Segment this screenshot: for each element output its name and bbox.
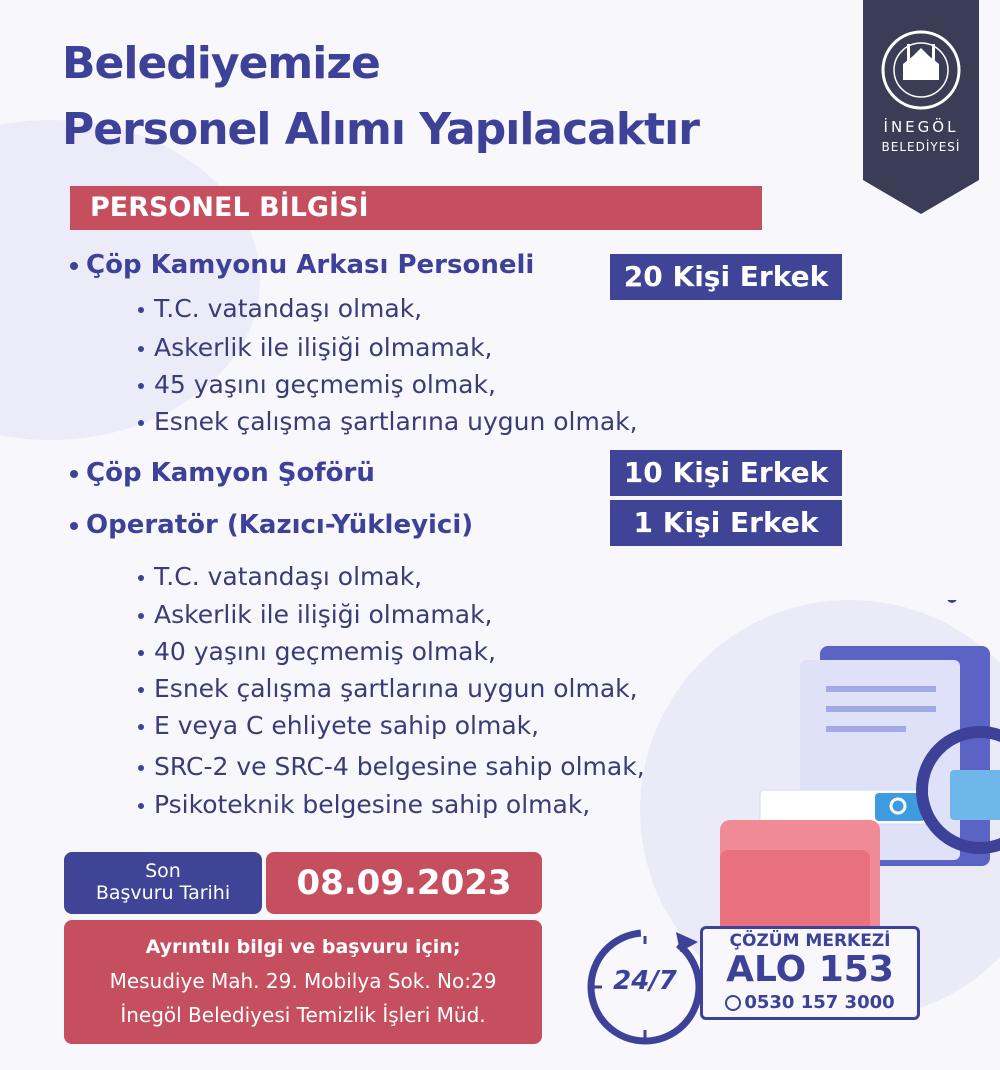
contact-department: İnegöl Belediyesi Temizlik İşleri Müd. — [120, 1003, 486, 1027]
hotline-badge: 24/7 — [613, 966, 677, 996]
quota-badge-1: 20 Kişi Erkek — [610, 254, 842, 300]
bullet-icon — [138, 613, 144, 619]
position-title: Çöp Kamyon Şoförü — [86, 458, 375, 488]
bullet-icon — [138, 687, 144, 693]
hotline-box — [700, 926, 920, 1020]
hotline-phone: 0530 157 3000 — [744, 992, 895, 1013]
requirement-item: SRC-2 ve SRC-4 belgesine sahip olmak, — [138, 752, 645, 781]
position-1 — [70, 250, 534, 280]
title-line-2: Personel Alımı Yapılacaktır — [62, 104, 699, 155]
contact-info — [64, 920, 542, 1044]
bullet-icon — [138, 765, 144, 771]
deadline-label-line2: Başvuru Tarihi — [95, 882, 231, 904]
bullet-icon — [138, 803, 144, 809]
requirement-item: Esnek çalışma şartlarına uygun olmak, — [138, 674, 638, 703]
whatsapp-icon — [725, 995, 741, 1011]
requirement-item: E veya C ehliyete sahip olmak, — [138, 711, 539, 740]
logo-name: İNEGÖL — [883, 118, 959, 136]
contact-address: Mesudiye Mah. 29. Mobilya Sok. No:29 — [109, 969, 497, 993]
requirement-item: Esnek çalışma şartlarına uygun olmak, — [138, 407, 638, 436]
bullet-icon — [138, 724, 144, 730]
deadline-label — [64, 852, 262, 914]
hotline-label: ÇÖZÜM MERKEZİ — [729, 931, 891, 951]
position-title: Operatör (Kazıcı-Yükleyici) — [86, 510, 474, 540]
bullet-icon — [138, 346, 144, 352]
bullet-icon — [70, 522, 78, 530]
hotline-phone-row — [703, 992, 917, 1013]
quota-badge-3: 1 Kişi Erkek — [610, 500, 842, 546]
hotline-number: ALO 153 — [726, 949, 894, 990]
bullet-icon — [138, 420, 144, 426]
contact-heading: Ayrıntılı bilgi ve başvuru için; — [145, 936, 461, 958]
quota-badge-2: 10 Kişi Erkek — [610, 450, 842, 496]
deadline-date: 08.09.2023 — [266, 852, 542, 914]
title-line-1: Belediyemize — [62, 38, 380, 89]
position-title: Çöp Kamyonu Arkası Personeli — [86, 250, 535, 280]
bullet-icon — [138, 307, 144, 313]
deadline-label-line1: Son — [145, 860, 181, 882]
requirement-item: T.C. vatandaşı olmak, — [138, 294, 422, 323]
requirement-item: T.C. vatandaşı olmak, — [138, 562, 422, 591]
bullet-icon — [138, 383, 144, 389]
position-3 — [70, 510, 473, 540]
requirement-item: Psikoteknik belgesine sahip olmak, — [138, 790, 590, 819]
logo-subtitle: BELEDİYESİ — [881, 140, 961, 154]
bullet-icon — [70, 470, 78, 478]
bullet-icon — [138, 650, 144, 656]
requirement-item: 40 yaşını geçmemiş olmak, — [138, 637, 496, 666]
bullet-icon — [70, 262, 78, 270]
office-illustration — [700, 600, 1000, 940]
municipality-logo — [863, 0, 979, 214]
bullet-icon — [138, 575, 144, 581]
position-2 — [70, 458, 375, 488]
requirement-item: 45 yaşını geçmemiş olmak, — [138, 370, 496, 399]
requirement-item: Askerlik ile ilişiği olmamak, — [138, 333, 493, 362]
requirement-item: Askerlik ile ilişiği olmamak, — [138, 600, 493, 629]
section-title: PERSONEL BİLGİSİ — [70, 186, 762, 230]
